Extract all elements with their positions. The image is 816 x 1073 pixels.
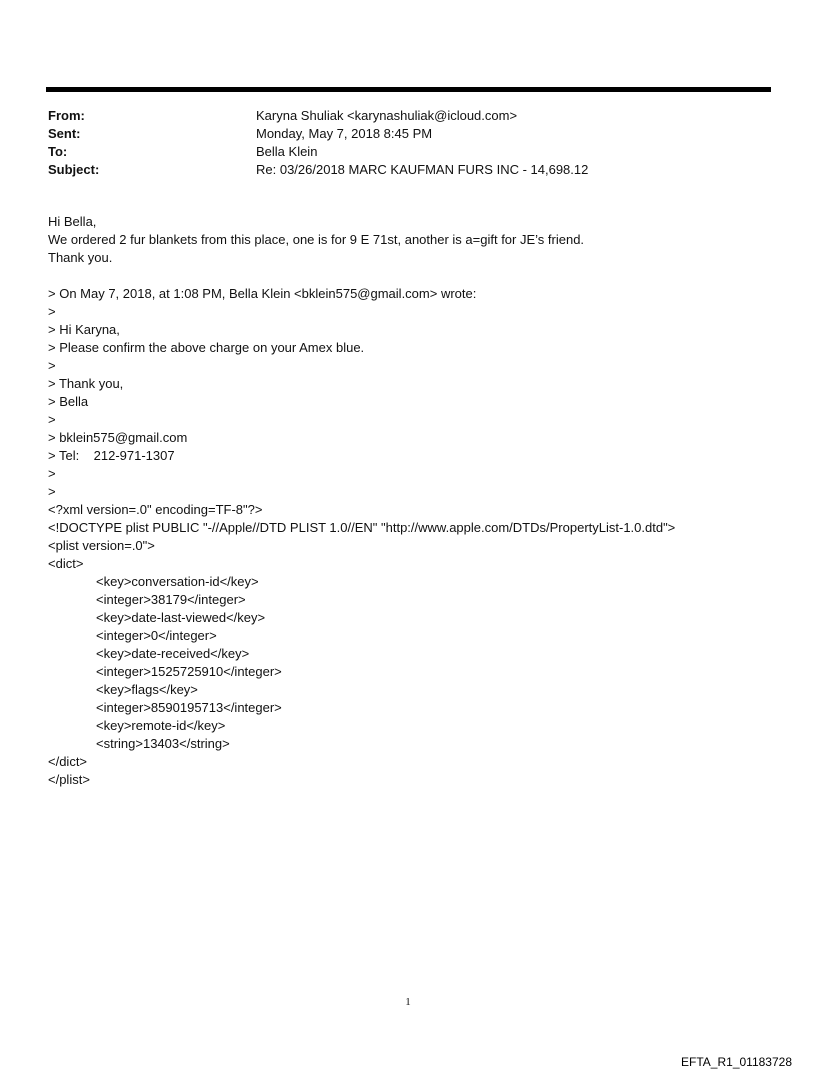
body-line — [48, 267, 788, 285]
email-body — [48, 213, 788, 789]
quoted-line: > — [48, 484, 56, 499]
quoted-line: > Hi Karyna, — [48, 322, 120, 337]
from-value: Karyna Shuliak <karynashuliak@icloud.com> — [256, 108, 518, 123]
page-number: 1 — [405, 996, 411, 1008]
xml-line: <integer>38179</integer> — [96, 592, 246, 607]
to-label: To: — [48, 144, 68, 159]
xml-line: <integer>1525725910</integer> — [96, 664, 282, 679]
sent-value: Monday, May 7, 2018 8:45 PM — [256, 126, 433, 141]
to-row — [48, 143, 768, 161]
body-line: We ordered 2 fur blankets from this place, one is for 9 E 71st, another is a=gift for JE’s friend. — [48, 232, 585, 247]
xml-line: <plist version=.0"> — [48, 538, 155, 553]
subject-value: Re: 03/26/2018 MARC KAUFMAN FURS INC - 14,698.12 — [256, 162, 589, 177]
subject-label: Subject: — [48, 162, 100, 177]
sent-row — [48, 125, 768, 143]
subject-row — [48, 161, 768, 179]
email-header — [48, 107, 768, 179]
header-rule — [46, 87, 771, 92]
xml-line: <integer>8590195713</integer> — [96, 700, 282, 715]
document-id: EFTA_R1_01183728 — [681, 1055, 792, 1069]
body-line: Hi Bella, — [48, 214, 97, 229]
quoted-line: > — [48, 466, 56, 481]
xml-line: <key>flags</key> — [96, 682, 198, 697]
quoted-line: > — [48, 412, 56, 427]
xml-line: <key>remote-id</key> — [96, 718, 226, 733]
xml-line: <!DOCTYPE plist PUBLIC "-//Apple//DTD PLIST 1.0//EN" "http://www.apple.com/DTDs/PropertyList-1.0.dtd"> — [48, 520, 676, 535]
quoted-line: > Tel: 212-971-1307 — [48, 448, 175, 463]
xml-line: </dict> — [48, 754, 88, 769]
quoted-line: > bklein575@gmail.com — [48, 430, 188, 445]
quoted-line: > Please confirm the above charge on your Amex blue. — [48, 340, 365, 355]
xml-line: <key>date-received</key> — [96, 646, 250, 661]
sent-label: Sent: — [48, 126, 81, 141]
quoted-line: > Thank you, — [48, 376, 124, 391]
to-value: Bella Klein — [256, 144, 318, 159]
from-row — [48, 107, 768, 125]
xml-line: <string>13403</string> — [96, 736, 230, 751]
xml-line: <integer>0</integer> — [96, 628, 217, 643]
xml-line: <key>conversation-id</key> — [96, 574, 259, 589]
from-label: From: — [48, 108, 85, 123]
xml-line: <dict> — [48, 556, 84, 571]
xml-line: <?xml version=.0" encoding=TF-8"?> — [48, 502, 263, 517]
quoted-line: > — [48, 358, 56, 373]
quoted-line: > — [48, 304, 56, 319]
xml-line: <key>date-last-viewed</key> — [96, 610, 266, 625]
quoted-line: > On May 7, 2018, at 1:08 PM, Bella Klein <bklein575@gmail.com> wrote: — [48, 286, 477, 301]
xml-line: </plist> — [48, 772, 90, 787]
quoted-line: > Bella — [48, 394, 89, 409]
body-line: Thank you. — [48, 250, 113, 265]
